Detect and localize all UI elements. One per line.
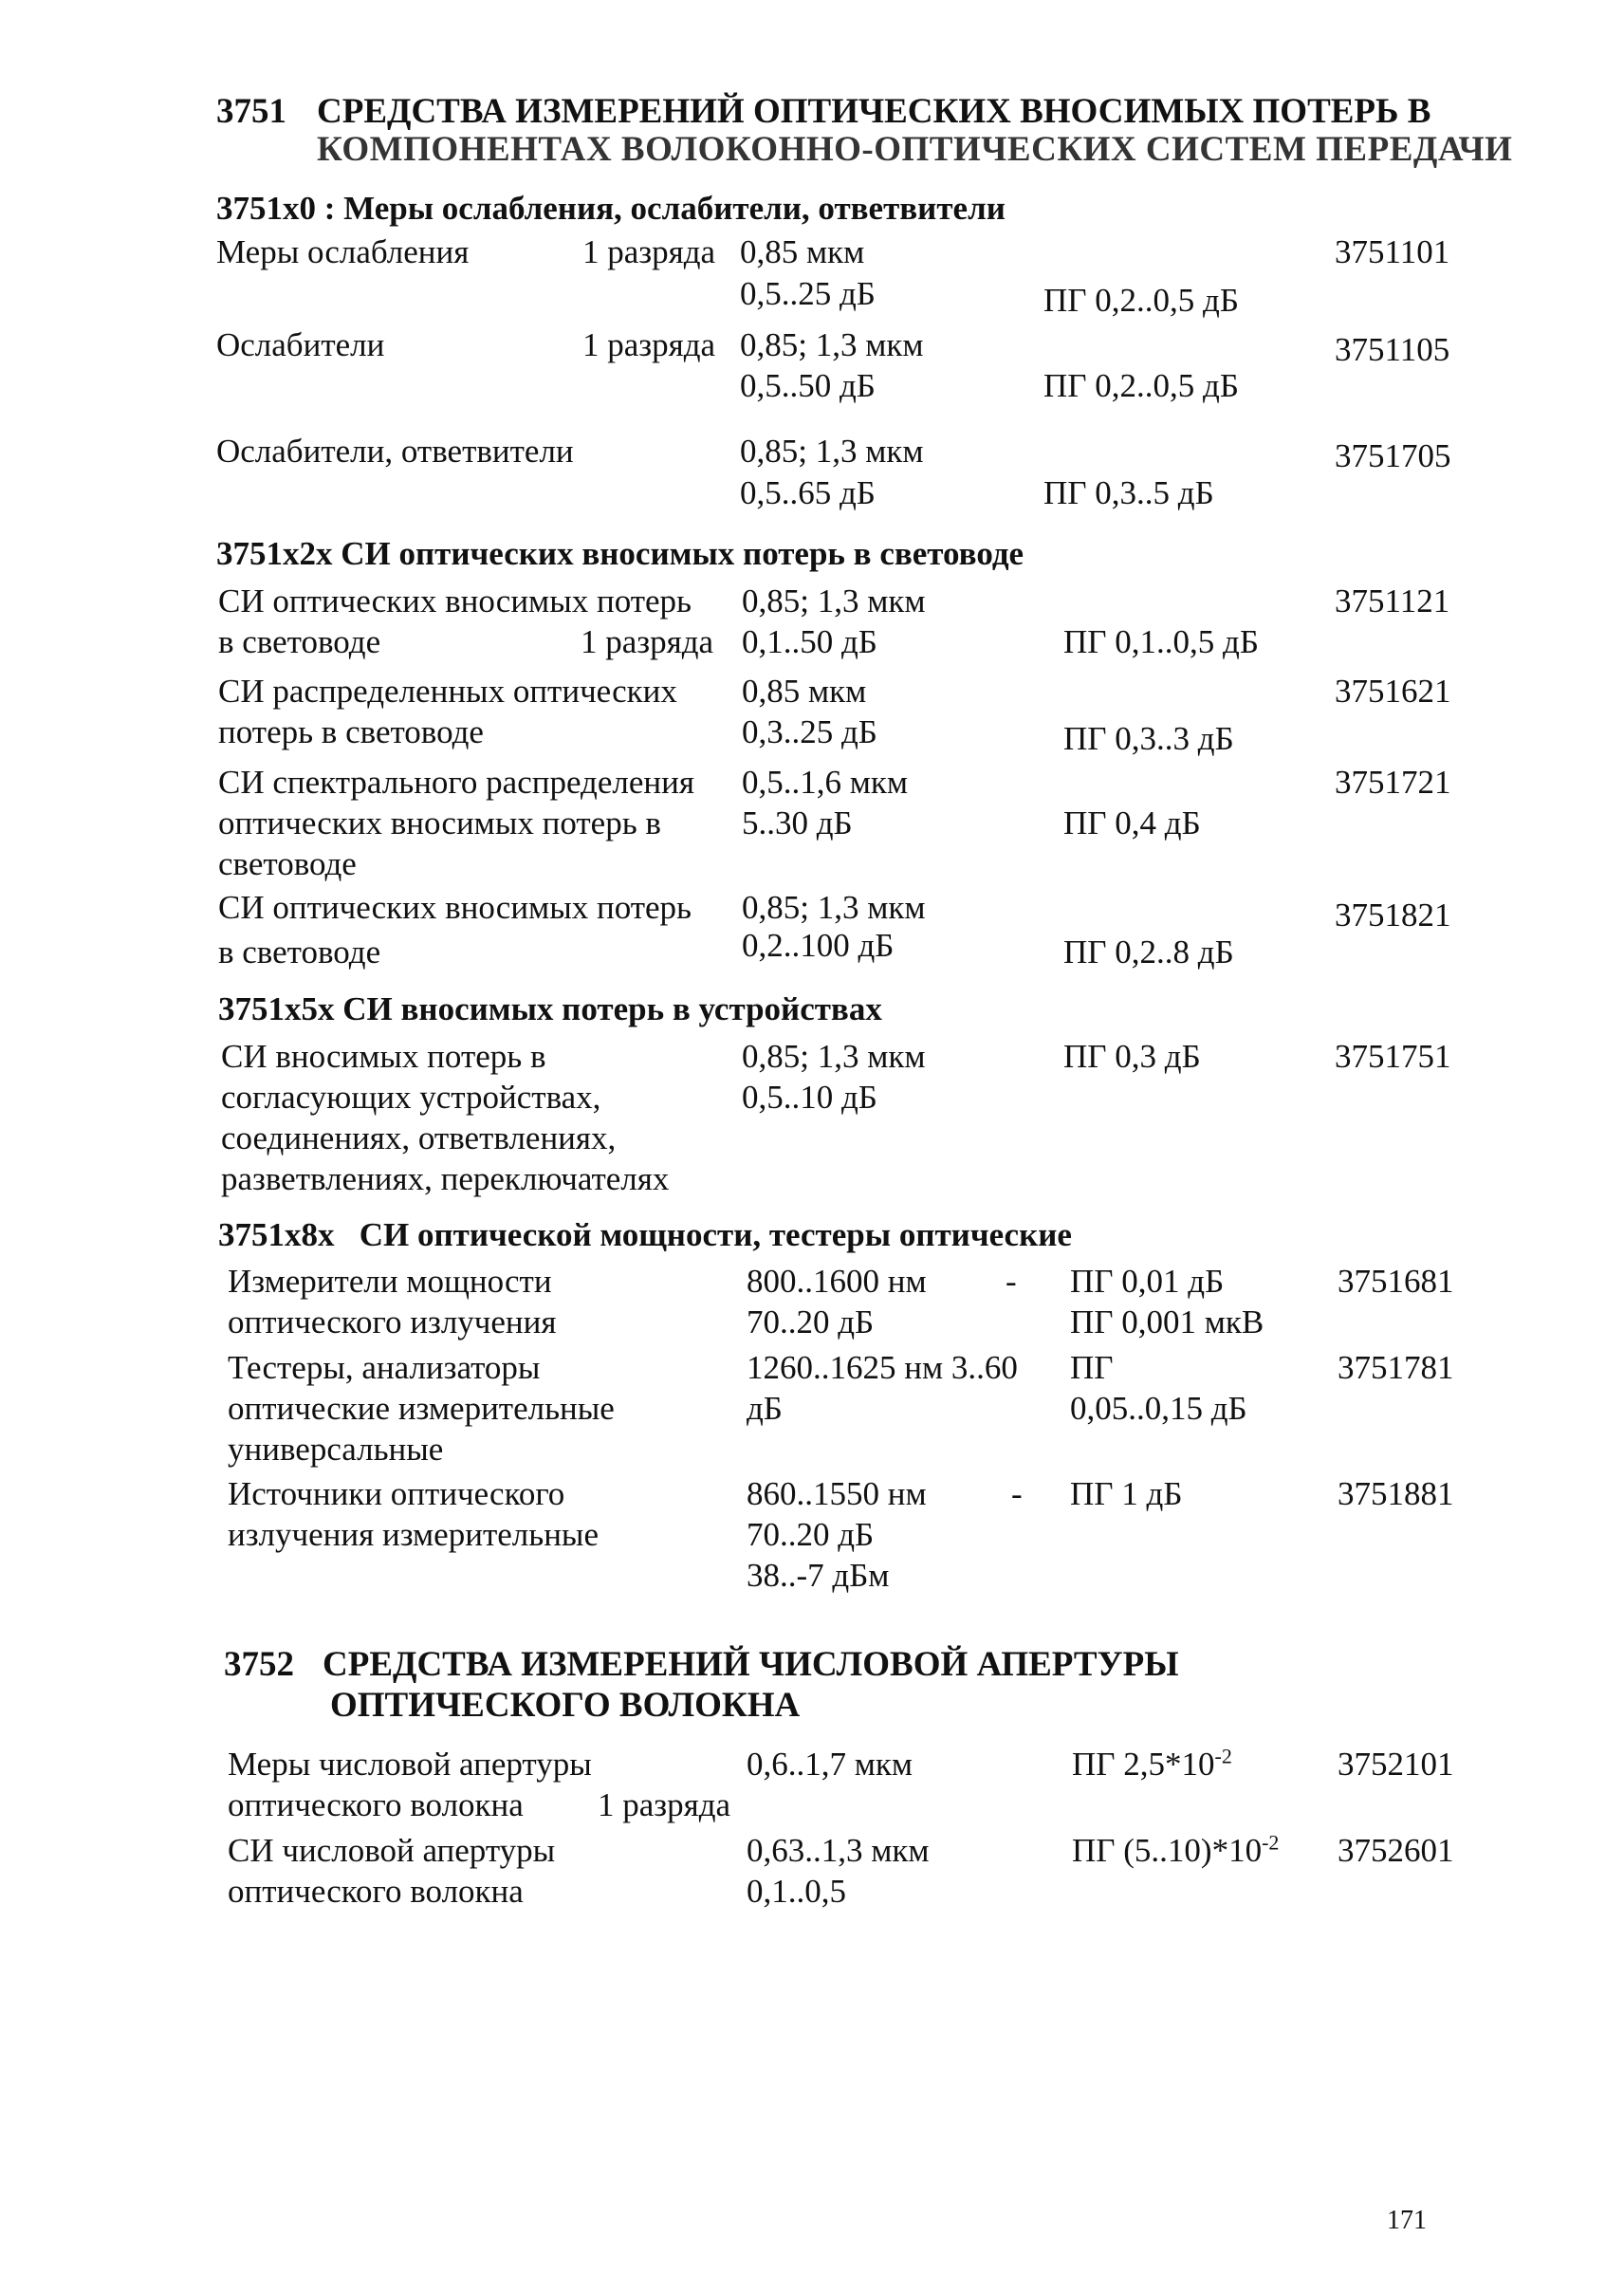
item-rank: 1 разряда <box>581 623 714 660</box>
section-3752-number: 3752 <box>224 1645 294 1684</box>
page-number: 171 <box>1387 2206 1427 2235</box>
item-code: 3751105 <box>1335 331 1450 368</box>
item-range: 0,5..50 дБ <box>740 367 876 404</box>
item-error: ПГ <box>1070 1349 1114 1386</box>
item-range: 0,5..10 дБ <box>742 1079 877 1116</box>
item-range: 70..20 дБ <box>747 1303 875 1340</box>
item-range: 0,85 мкм <box>740 233 865 270</box>
item-error: ПГ 0,001 мкВ <box>1070 1303 1264 1340</box>
item-name: излучения измерительные <box>228 1516 599 1553</box>
section-3752-title-line1: СРЕДСТВА ИЗМЕРЕНИЙ ЧИСЛОВОЙ АПЕРТУРЫ <box>323 1645 1179 1684</box>
item-range: 0,1..50 дБ <box>742 623 877 660</box>
item-name: СИ оптических вносимых потерь <box>218 889 692 926</box>
subsection-3751x2x-heading: 3751x2x СИ оптических вносимых потерь в световоде <box>216 535 1024 572</box>
item-code: 3751121 <box>1335 582 1450 619</box>
item-range: 800..1600 нм <box>747 1263 927 1300</box>
item-range: 0,85; 1,3 мкм <box>742 582 926 619</box>
item-name: СИ распределенных оптических <box>218 673 677 710</box>
item-code: 3751781 <box>1338 1349 1454 1386</box>
item-name: СИ оптических вносимых потерь <box>218 582 692 619</box>
item-rank: 1 разряда <box>582 233 716 270</box>
item-range: 0,85; 1,3 мкм <box>742 889 926 926</box>
item-name: соединениях, ответвлениях, <box>221 1119 617 1156</box>
item-error: ПГ 0,2..8 дБ <box>1063 934 1234 971</box>
item-name: Источники оптического <box>228 1475 565 1512</box>
item-name: Тестеры, анализаторы <box>228 1349 541 1386</box>
section-3751-number: 3751 <box>216 92 286 131</box>
item-name: Меры числовой апертуры <box>228 1746 592 1783</box>
item-range: 0,5..65 дБ <box>740 474 876 511</box>
item-code: 3751821 <box>1335 897 1451 934</box>
error-exponent: -2 <box>1262 1830 1280 1855</box>
item-dash: - <box>1006 1263 1017 1300</box>
item-range: 0,5..25 дБ <box>740 275 876 312</box>
item-range: 5..30 дБ <box>742 804 853 841</box>
error-exponent: -2 <box>1214 1744 1232 1768</box>
item-code: 3751751 <box>1335 1038 1451 1075</box>
item-name: СИ вносимых потерь в <box>221 1038 546 1075</box>
item-name: потерь в световоде <box>218 713 484 750</box>
item-range: 38..-7 дБм <box>747 1557 890 1594</box>
item-error: ПГ 0,2..0,5 дБ <box>1043 282 1239 319</box>
item-name: Измерители мощности <box>228 1263 552 1300</box>
item-dash: - <box>1011 1475 1023 1512</box>
item-error: ПГ 0,3..3 дБ <box>1063 720 1234 757</box>
section-3751-title-line2: КОМПОНЕНТАХ ВОЛОКОННО-ОПТИЧЕСКИХ СИСТЕМ ПЕРЕДАЧИ <box>317 130 1513 169</box>
item-range: 0,85; 1,3 мкм <box>740 326 924 363</box>
subsection-code: 3751x8x <box>218 1216 335 1253</box>
section-3751-title-line1: СРЕДСТВА ИЗМЕРЕНИЙ ОПТИЧЕСКИХ ВНОСИМЫХ ПОТЕРЬ В <box>317 92 1431 131</box>
section-3752-title-line2: ОПТИЧЕСКОГО ВОЛОКНА <box>330 1686 801 1725</box>
item-name: оптических вносимых потерь в <box>218 804 661 841</box>
item-name: Ослабители <box>216 326 385 363</box>
item-range: 0,1..0,5 <box>747 1873 846 1910</box>
item-range: 0,85; 1,3 мкм <box>742 1038 926 1075</box>
item-code: 3751681 <box>1338 1263 1454 1300</box>
item-name: универсальные <box>228 1431 444 1468</box>
item-name: световоде <box>218 845 357 882</box>
item-rank: 1 разряда <box>598 1786 731 1823</box>
item-name: в световоде <box>218 934 381 971</box>
item-name: оптического волокна <box>228 1786 524 1823</box>
item-name: согласующих устройствах, <box>221 1079 601 1116</box>
item-rank: 1 разряда <box>582 326 716 363</box>
subsection-3751x5x-heading: 3751x5x СИ вносимых потерь в устройствах <box>218 990 882 1027</box>
item-range: 0,6..1,7 мкм <box>747 1746 914 1783</box>
item-error <box>1072 1830 1279 1871</box>
item-name: СИ спектрального распределения <box>218 764 694 801</box>
item-range: 70..20 дБ <box>747 1516 875 1553</box>
item-error: ПГ 0,3 дБ <box>1063 1038 1201 1075</box>
item-name: оптические измерительные <box>228 1390 615 1427</box>
item-error <box>1072 1744 1232 1784</box>
item-error: ПГ 0,3..5 дБ <box>1043 474 1214 511</box>
item-code: 3751881 <box>1338 1475 1454 1512</box>
item-name: в световоде <box>218 623 381 660</box>
item-name: разветвлениях, переключателях <box>221 1160 670 1197</box>
item-range: 0,85; 1,3 мкм <box>740 433 924 470</box>
item-name: Ослабители, ответвители <box>216 433 574 470</box>
item-name: оптического волокна <box>228 1873 524 1910</box>
item-error: ПГ 1 дБ <box>1070 1475 1183 1512</box>
item-range: 0,5..1,6 мкм <box>742 764 909 801</box>
item-name: Меры ослабления <box>216 233 470 270</box>
item-error: ПГ 0,01 дБ <box>1070 1263 1225 1300</box>
item-code: 3752601 <box>1338 1832 1454 1869</box>
item-error: 0,05..0,15 дБ <box>1070 1390 1247 1427</box>
item-range: 1260..1625 нм 3..60 <box>747 1349 1018 1386</box>
item-code: 3751101 <box>1335 233 1450 270</box>
subsection-3751x0-heading: 3751x0 : Меры ослабления, ослабители, ответвители <box>216 190 1006 227</box>
item-name: СИ числовой апертуры <box>228 1832 556 1869</box>
error-base: ПГ (5..10)*10 <box>1072 1832 1263 1869</box>
item-code: 3751721 <box>1335 764 1451 801</box>
subsection-title: Меры ослабления, ослабители, ответвители <box>343 190 1006 227</box>
item-range: дБ <box>747 1390 783 1427</box>
item-code: 3751621 <box>1335 673 1451 710</box>
item-error: ПГ 0,2..0,5 дБ <box>1043 367 1239 404</box>
item-error: ПГ 0,1..0,5 дБ <box>1063 623 1259 660</box>
subsection-code: 3751x0 <box>216 190 316 227</box>
error-base: ПГ 2,5*10 <box>1072 1746 1215 1783</box>
item-range: 0,85 мкм <box>742 673 867 710</box>
item-code: 3751705 <box>1335 437 1451 474</box>
item-range: 0,3..25 дБ <box>742 713 877 750</box>
item-name: оптического излучения <box>228 1303 557 1340</box>
item-code: 3752101 <box>1338 1746 1454 1783</box>
item-range: 0,63..1,3 мкм <box>747 1832 930 1869</box>
subsection-3751x8x-heading <box>218 1214 1072 1255</box>
item-error: ПГ 0,4 дБ <box>1063 804 1201 841</box>
item-range: 860..1550 нм <box>747 1475 927 1512</box>
item-range: 0,2..100 дБ <box>742 927 895 964</box>
subsection-title: СИ оптической мощности, тестеры оптические <box>359 1216 1072 1253</box>
